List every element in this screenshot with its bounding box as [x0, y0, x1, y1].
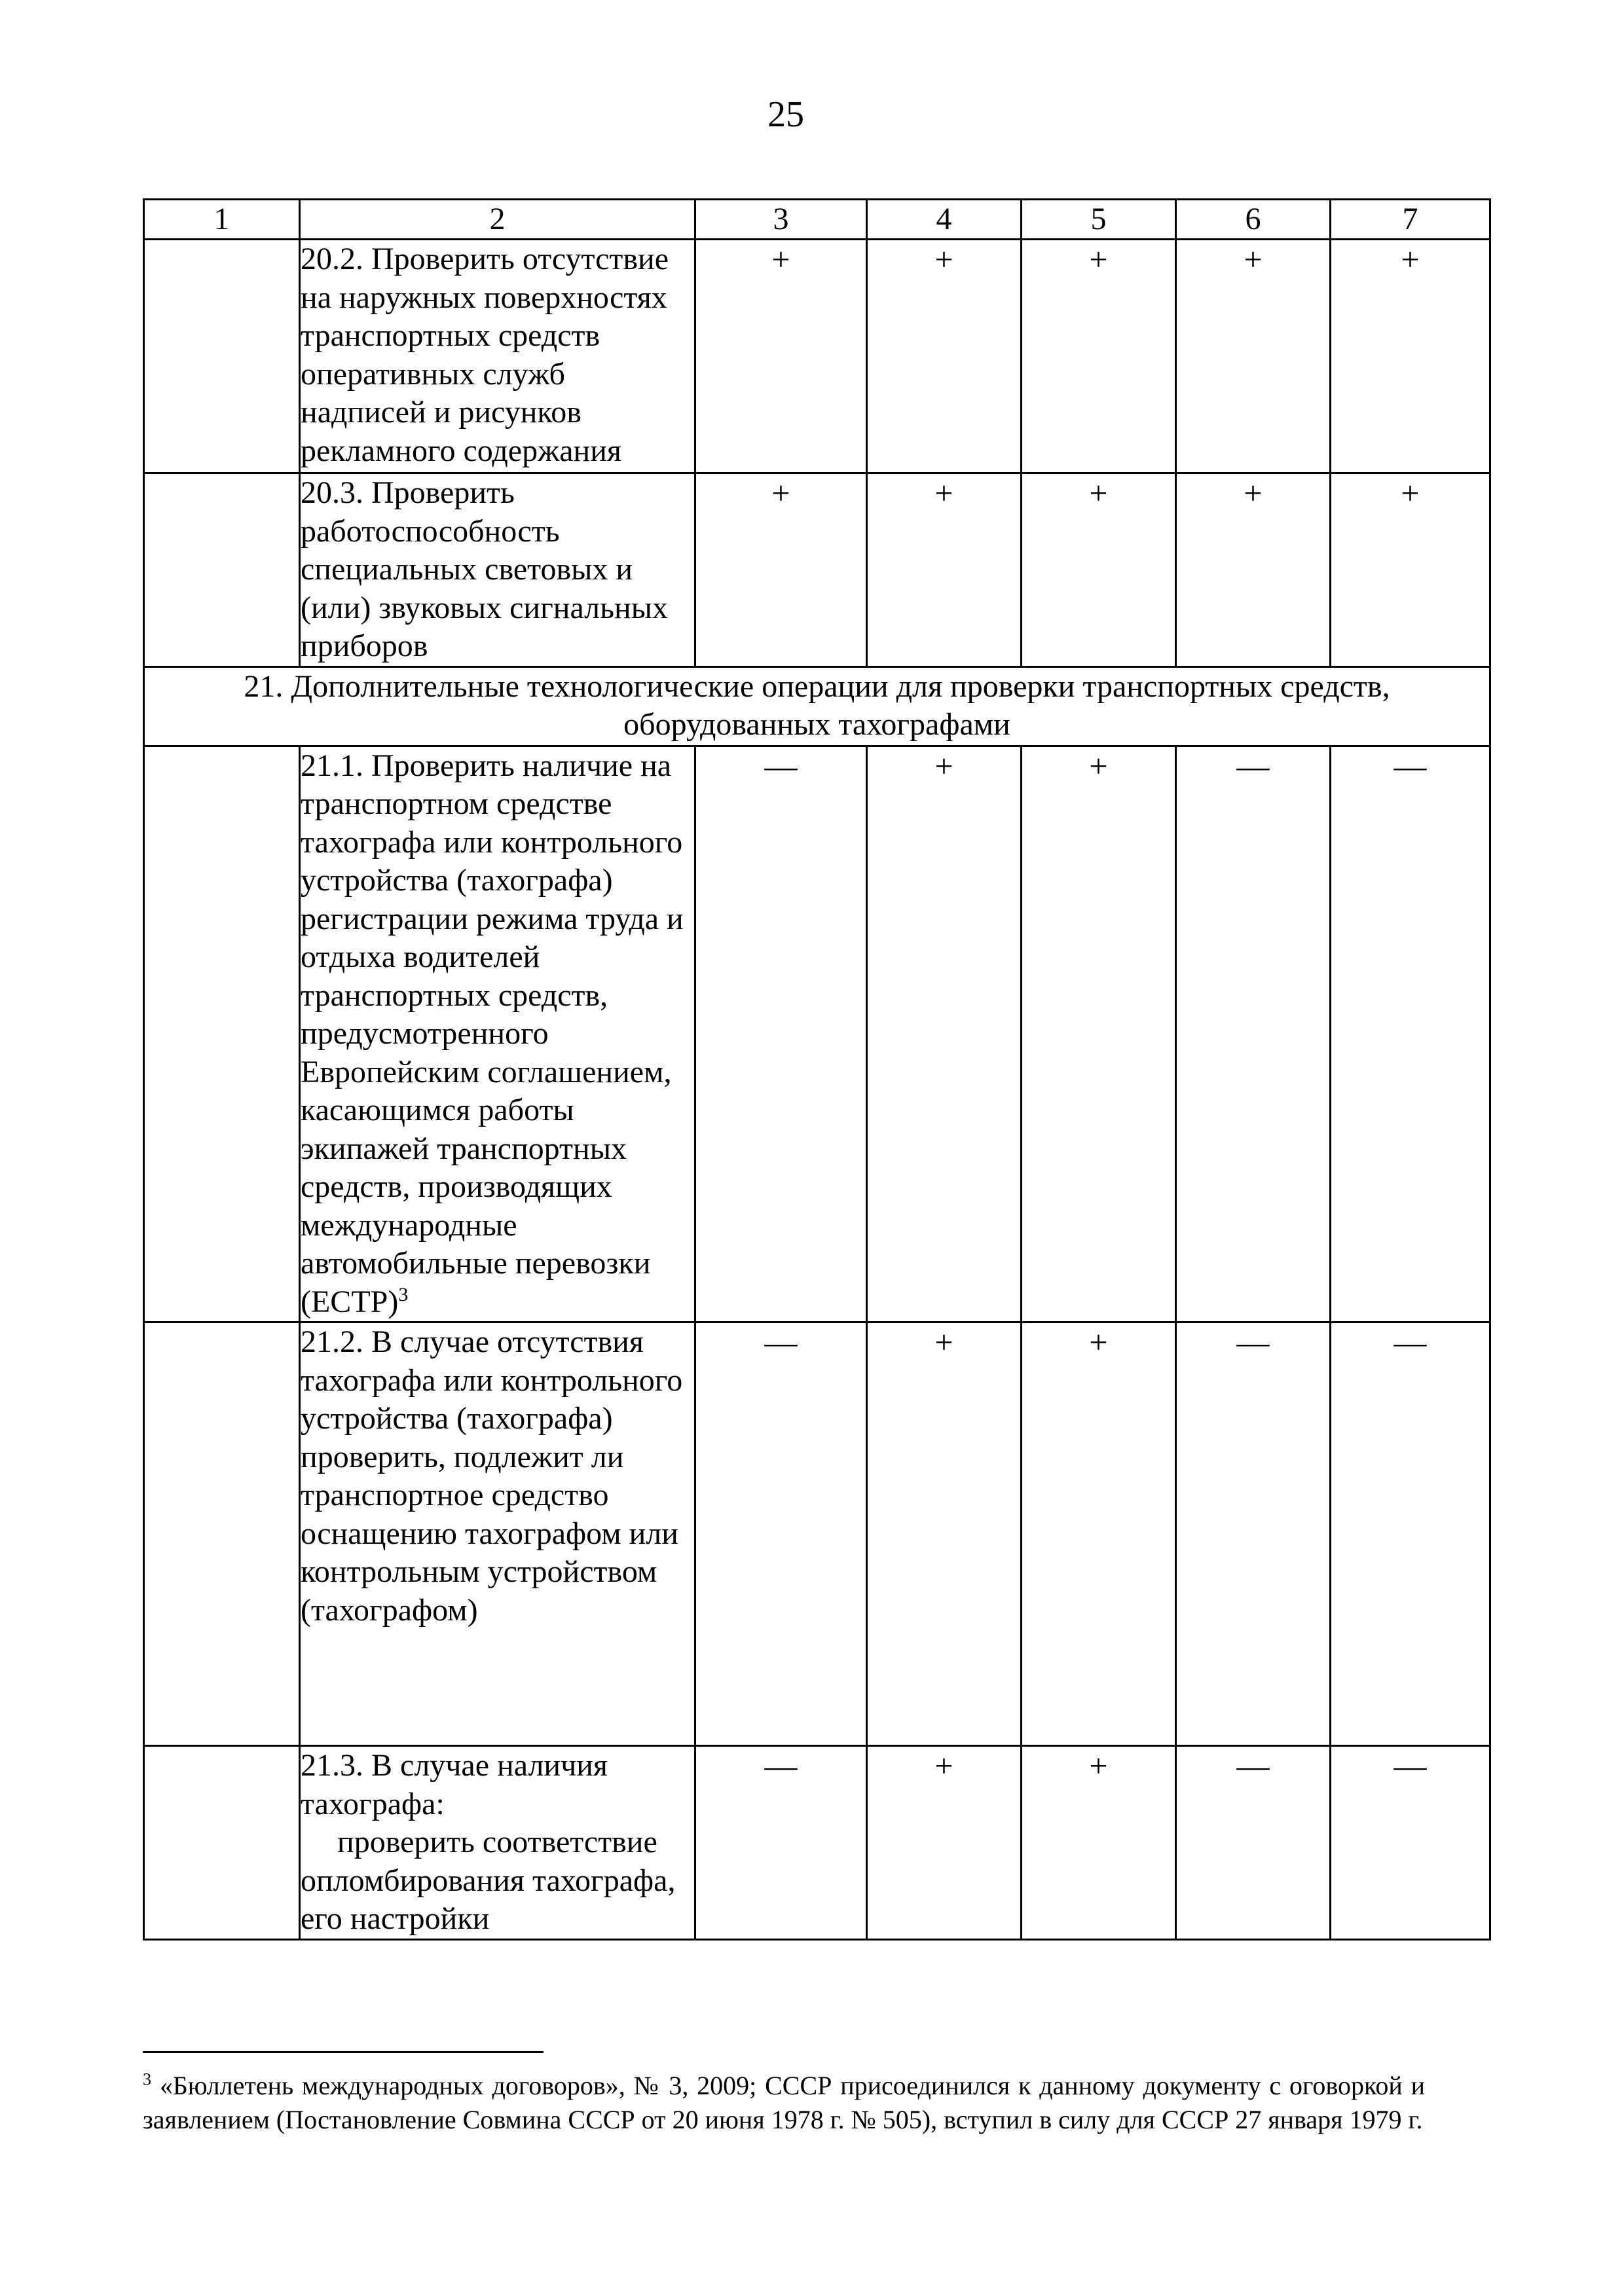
row-number-cell: [144, 240, 300, 473]
mark-cell-col7: —: [1331, 1322, 1490, 1746]
footnote-separator: [143, 2051, 544, 2053]
mark-cell-col5: +: [1022, 473, 1176, 667]
section-heading: 21. Дополнительные технологические операции для проверки транспортных средств, оборудованных тахографами: [144, 666, 1490, 746]
mark-cell-col4: +: [867, 746, 1022, 1322]
footnote: [143, 2069, 1425, 2137]
footnote-reference[interactable]: 3: [398, 1283, 409, 1305]
operation-text-line-2: проверить соответствие опломбирования тахографа, его настройки: [301, 1825, 676, 1936]
column-header-2: 2: [300, 200, 695, 240]
mark-cell-col4: +: [867, 240, 1022, 473]
page-number: 25: [767, 94, 804, 135]
mark-cell-col3: —: [695, 1322, 867, 1746]
section-row-21: [144, 666, 1490, 746]
operation-text: 21.1. Проверить наличие на транспортном средстве тахографа или контрольного устройства (тахографа) регистрации режима труда и отдыха водителей транспортных средств, предусмотренного Европейским соглашением, касающимся работы экипажей транспортных средств, производящих международные автомобильные перевозки (ЕСТР): [301, 748, 684, 1319]
mark-cell-col7: —: [1331, 1746, 1490, 1940]
operation-description: [300, 1746, 695, 1940]
column-header-6: 6: [1176, 200, 1331, 240]
row-number-cell: [144, 1746, 300, 1940]
operation-description: 21.2. В случае отсутствия тахографа или контрольного устройства (тахографа) проверить, подлежит ли транспортное средство оснащению тахографом или контрольным устройством (тахографом): [300, 1322, 695, 1746]
mark-cell-col6: +: [1176, 240, 1331, 473]
mark-cell-col6: —: [1176, 1322, 1331, 1746]
mark-cell-col7: +: [1331, 473, 1490, 667]
mark-cell-col3: +: [695, 473, 867, 667]
mark-cell-col6: +: [1176, 473, 1331, 667]
mark-cell-col5: +: [1022, 1322, 1176, 1746]
mark-cell-col4: +: [867, 473, 1022, 667]
mark-cell-col6: —: [1176, 1746, 1331, 1940]
table-row-21-3: [144, 1746, 1490, 1940]
mark-cell-col5: +: [1022, 240, 1176, 473]
mark-cell-col3: +: [695, 240, 867, 473]
row-number-cell: [144, 746, 300, 1322]
table-row-21-2: [144, 1322, 1490, 1746]
footnote-text: «Бюллетень международных договоров», № 3, 2009; СССР присоединился к данному документу с оговоркой и заявлением (Постановление Совмина СССР от 20 июня 1978 г. № 505), вступил в силу для СССР 27 января 1979 г.: [143, 2071, 1425, 2134]
column-header-4: 4: [867, 200, 1022, 240]
column-header-3: 3: [695, 200, 867, 240]
table-header-row: [144, 200, 1490, 240]
mark-cell-col5: +: [1022, 746, 1176, 1322]
mark-cell-col4: +: [867, 1322, 1022, 1746]
mark-cell-col5: +: [1022, 1746, 1176, 1940]
mark-cell-col3: —: [695, 1746, 867, 1940]
table-row-21-1: [144, 746, 1490, 1322]
inspection-operations-table: [143, 198, 1491, 1941]
operation-description: 20.2. Проверить отсутствие на наружных поверхностях транспортных средств оперативных служб надписей и рисунков рекламного содержания: [300, 240, 695, 473]
table-row-20-2: [144, 240, 1490, 473]
operation-description: [300, 746, 695, 1322]
operation-text-line-1: 21.3. В случае наличия тахографа:: [301, 1748, 608, 1821]
footnote-marker: 3: [143, 2069, 151, 2089]
operation-description: 20.3. Проверить работоспособность специальных световых и (или) звуковых сигнальных приборов: [300, 473, 695, 667]
column-header-1: 1: [144, 200, 300, 240]
column-header-7: 7: [1331, 200, 1490, 240]
column-header-5: 5: [1022, 200, 1176, 240]
mark-cell-col6: —: [1176, 746, 1331, 1322]
table-row-20-3: [144, 473, 1490, 667]
row-number-cell: [144, 1322, 300, 1746]
row-number-cell: [144, 473, 300, 667]
mark-cell-col3: —: [695, 746, 867, 1322]
mark-cell-col7: —: [1331, 746, 1490, 1322]
mark-cell-col4: +: [867, 1746, 1022, 1940]
mark-cell-col7: +: [1331, 240, 1490, 473]
